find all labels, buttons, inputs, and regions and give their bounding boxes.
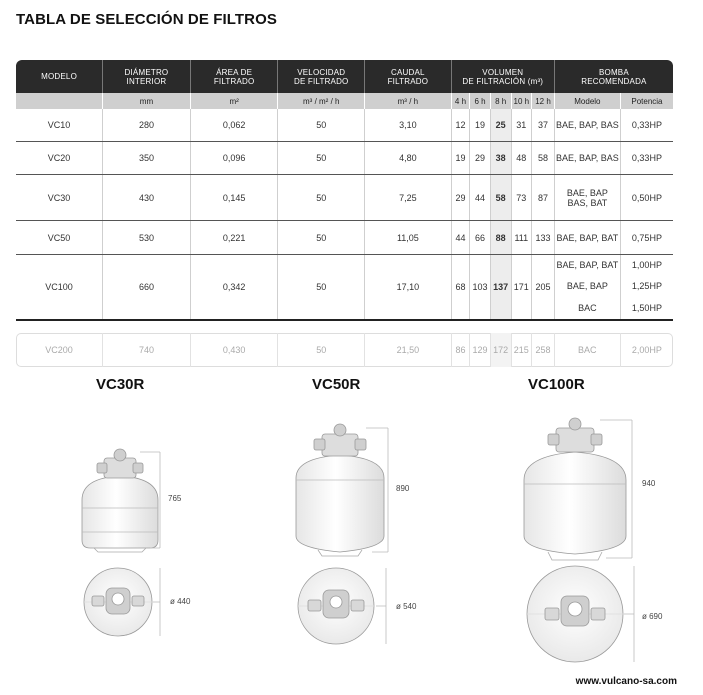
cell-area: 0,062 [190, 109, 278, 142]
cell-12h: 37 [532, 109, 555, 142]
cell-4h: 29 [451, 175, 470, 221]
cell-12h: 133 [532, 221, 555, 255]
vc30r-top-view [84, 568, 160, 636]
cell-4h: 12 [451, 109, 470, 142]
unit-10h: 10 h [511, 93, 532, 109]
cell-diametro: 530 [103, 221, 191, 255]
website-url: www.vulcano-sa.com [575, 676, 677, 687]
cell-caudal: 17,10 [365, 255, 452, 321]
cell-diametro: 740 [103, 333, 191, 367]
cell-caudal: 21,50 [365, 333, 452, 367]
cell-modelo: VC30 [16, 175, 103, 221]
unit-velocidad: m³ / m² / h [278, 93, 365, 109]
cell-modelo: VC100 [16, 255, 103, 321]
cell-area: 0,096 [190, 142, 278, 175]
cell-bomba: BAE, BAP, BAS [554, 109, 620, 142]
cell-area: 0,145 [190, 175, 278, 221]
vc100r-height-label: 940 [642, 479, 656, 488]
cell-12h: 58 [532, 142, 555, 175]
cell-bomba: BAE, BAP BAS, BAT [554, 175, 620, 221]
vc30r-height-label: 765 [168, 494, 182, 503]
cell-velocidad: 50 [278, 175, 365, 221]
vc100r-top-view [527, 566, 634, 662]
unit-4h: 4 h [451, 93, 470, 109]
cell-bomba: BAC [554, 333, 620, 367]
cell-diametro: 430 [103, 175, 191, 221]
cell-caudal: 3,10 [365, 109, 452, 142]
cell-12h: 258 [532, 333, 555, 367]
cell-bomba: BAE, BAP, BAT BAE, BAP BAC [554, 255, 620, 321]
cell-area: 0,430 [190, 333, 278, 367]
header-velocidad: VELOCIDAD DE FILTRADO [278, 60, 365, 93]
cell-4h: 68 [451, 255, 470, 321]
cell-12h: 205 [532, 255, 555, 321]
cell-diametro: 350 [103, 142, 191, 175]
cell-8h: 58 [490, 175, 511, 221]
cell-8h: 88 [490, 221, 511, 255]
cell-6h: 129 [470, 333, 491, 367]
cell-6h: 103 [470, 255, 491, 321]
cell-10h: 171 [511, 255, 532, 321]
cell-caudal: 11,05 [365, 221, 452, 255]
vc50r-top-view [298, 568, 386, 644]
header-volumen: VOLUMEN DE FILTRACIÓN (m³) [451, 60, 554, 93]
cell-6h: 44 [470, 175, 491, 221]
cell-modelo: VC200 [45, 345, 73, 355]
cell-8h: 25 [490, 109, 511, 142]
page-title: TABLA DE SELECCIÓN DE FILTROS [16, 11, 277, 28]
cell-area: 0,221 [190, 221, 278, 255]
header-modelo: MODELO [16, 60, 103, 93]
cell-velocidad: 50 [278, 221, 365, 255]
cell-10h: 31 [511, 109, 532, 142]
model-title-vc50r: VC50R [312, 376, 361, 393]
cell-diametro: 660 [103, 255, 191, 321]
cell-4h: 19 [451, 142, 470, 175]
cell-10h: 48 [511, 142, 532, 175]
cell-bomba: BAE, BAP, BAS [554, 142, 620, 175]
cell-potencia: 0,50HP [620, 175, 673, 221]
cell-potencia: 2,00HP [620, 333, 673, 367]
cell-12h: 87 [532, 175, 555, 221]
cell-caudal: 4,80 [365, 142, 452, 175]
unit-caudal: m³ / h [365, 93, 452, 109]
cell-8h: 38 [490, 142, 511, 175]
cell-6h: 19 [470, 109, 491, 142]
cell-modelo: VC10 [16, 109, 103, 142]
header-bomba: BOMBA RECOMENDADA [554, 60, 673, 93]
model-title-vc30r: VC30R [96, 376, 145, 393]
cell-8h: 172 [490, 333, 511, 367]
cell-velocidad: 50 [278, 109, 365, 142]
cell-potencia: 0,33HP [620, 109, 673, 142]
unit-diametro: mm [103, 93, 191, 109]
cell-bomba: BAE, BAP, BAT [554, 221, 620, 255]
cell-diametro: 280 [103, 109, 191, 142]
cell-6h: 29 [470, 142, 491, 175]
vc100r-side-view [524, 418, 632, 560]
vc50r-side-view [296, 424, 388, 556]
unit-potencia: Potencia [620, 93, 673, 109]
model-title-vc100r: VC100R [528, 376, 585, 393]
unit-modelo-bomba: Modelo [554, 93, 620, 109]
cell-caudal: 7,25 [365, 175, 452, 221]
unit-12h: 12 h [532, 93, 555, 109]
unit-area: m² [190, 93, 278, 109]
cell-4h: 44 [451, 221, 470, 255]
vc50r-diameter-label: ø 540 [396, 602, 417, 611]
cell-10h: 215 [511, 333, 532, 367]
vc30r-diameter-label: ø 440 [170, 597, 191, 606]
cell-modelo: VC50 [16, 221, 103, 255]
cell-4h: 86 [451, 333, 470, 367]
cell-velocidad: 50 [278, 255, 365, 321]
unit-6h: 6 h [470, 93, 491, 109]
header-diametro: DIÁMETRO INTERIOR [103, 60, 191, 93]
vc50r-height-label: 890 [396, 484, 410, 493]
cell-modelo: VC20 [16, 142, 103, 175]
cell-10h: 111 [511, 221, 532, 255]
cell-potencia: 0,75HP [620, 221, 673, 255]
vc100r-diameter-label: ø 690 [642, 612, 663, 621]
vc30r-side-view [82, 449, 160, 552]
cell-10h: 73 [511, 175, 532, 221]
cell-velocidad: 50 [278, 333, 365, 367]
cell-potencia: 0,33HP [620, 142, 673, 175]
cell-potencia: 1,00HP 1,25HP 1,50HP [620, 255, 673, 321]
cell-area: 0,342 [190, 255, 278, 321]
header-area: ÁREA DE FILTRADO [190, 60, 278, 93]
cell-velocidad: 50 [278, 142, 365, 175]
cell-8h: 137 [490, 255, 511, 321]
header-caudal: CAUDAL FILTRADO [365, 60, 452, 93]
cell-6h: 66 [470, 221, 491, 255]
unit-8h: 8 h [490, 93, 511, 109]
